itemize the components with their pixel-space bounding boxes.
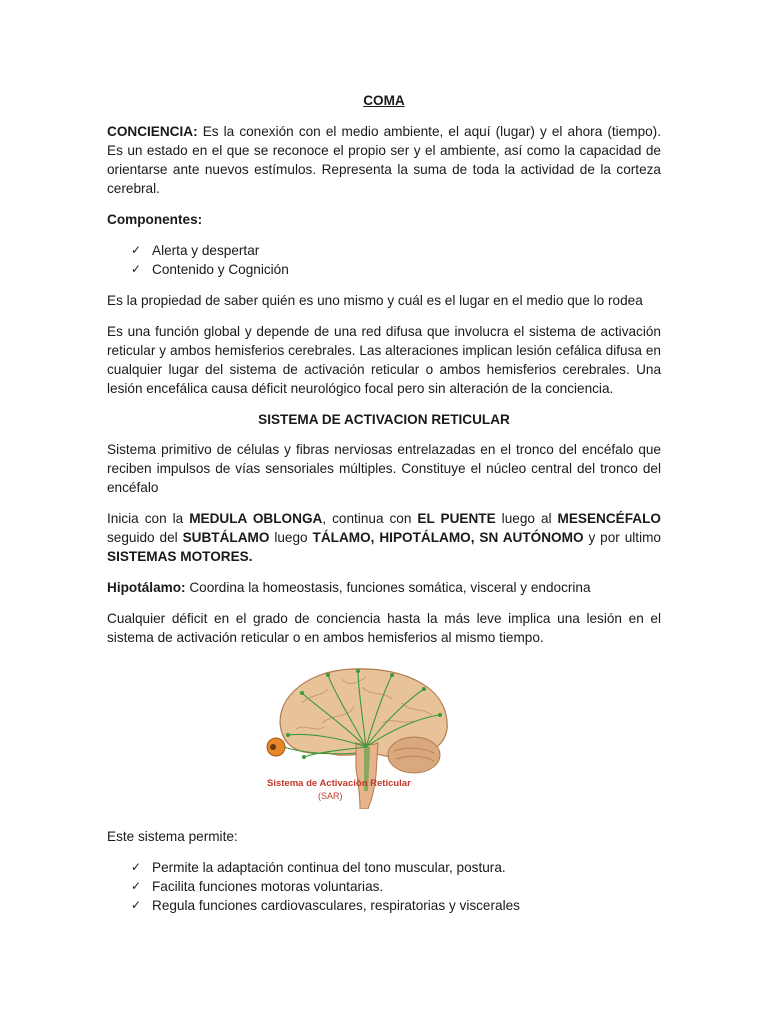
inicia-text: , continua con <box>322 511 418 526</box>
list-item-text: Alerta y despertar <box>152 243 260 258</box>
section-heading: SISTEMA DE ACTIVACION RETICULAR <box>258 412 510 427</box>
conciencia-paragraph <box>107 122 661 198</box>
inicia-bold: SUBTÁLAMO <box>182 530 270 545</box>
inicia-text: Inicia con la <box>107 511 190 526</box>
componentes-list <box>107 241 661 279</box>
propiedad-paragraph: Es la propiedad de saber quién es uno mismo y cuál es el lugar en el medio que lo rodea <box>107 293 643 308</box>
check-icon: ✓ <box>131 879 142 893</box>
funcion-paragraph: Es una función global y depende de una red difusa que involucra el sistema de activación reticular y ambos hemisferios cerebrales. Las alteraciones implican lesión cefálica difusa en cualquier lugar del sistema de activación reticular o ambos hemisferios cerebrales. Una lesión encefálica causa déficit neurológico focal pero sin alteración de la conciencia. <box>107 324 661 396</box>
list-item-text: Regula funciones cardiovasculares, respiratorias y viscerales <box>152 898 520 913</box>
inicia-text: luego <box>269 530 313 545</box>
brain-figure <box>107 663 661 809</box>
figure-caption-sub: (SAR) <box>318 791 343 801</box>
check-icon: ✓ <box>131 860 142 874</box>
document-body <box>107 91 661 927</box>
list-item-text: Contenido y Cognición <box>152 262 289 277</box>
deficit-paragraph: Cualquier déficit en el grado de conciencia hasta la más leve implica una lesión en el sistema de activación reticular o en ambos hemisferios al mismo tiempo. <box>107 611 661 645</box>
list-item <box>131 877 661 896</box>
hipotalamo-term: Hipotálamo: <box>107 580 186 595</box>
check-icon: ✓ <box>131 898 142 912</box>
figure-caption: Sistema de Activación Reticular <box>267 778 411 789</box>
inicia-bold: MESENCÉFALO <box>557 511 661 526</box>
list-item <box>131 896 661 915</box>
sistema-paragraph: Sistema primitivo de células y fibras nerviosas entrelazadas en el tronco del encéfalo que reciben impulsos de vías sensoriales múltiples. Constituye el núcleo central del tronco del encéfalo <box>107 442 661 495</box>
inicia-text: y por ultimo <box>583 530 661 545</box>
permite-list <box>107 858 661 915</box>
permite-paragraph: Este sistema permite: <box>107 829 238 844</box>
list-item <box>131 241 661 260</box>
conciencia-term: CONCIENCIA: <box>107 124 198 139</box>
list-item-text: Permite la adaptación continua del tono muscular, postura. <box>152 860 506 875</box>
list-item <box>131 858 661 877</box>
componentes-heading-text: Componentes: <box>107 212 203 227</box>
inicia-text: luego al <box>495 511 558 526</box>
check-icon: ✓ <box>131 262 142 276</box>
conciencia-definition: Es la conexión con el medio ambiente, el aquí (lugar) y el ahora (tiempo). Es un estado en el que se reconoce el propio ser y el ambiente, así como la capacidad de orientarse ante nuevos estímulos. Representa la suma de toda la actividad de la corteza cerebral. <box>107 124 661 196</box>
inicia-bold: EL PUENTE <box>417 511 496 526</box>
inicia-bold: TÁLAMO, HIPOTÁLAMO, SN AUTÓNOMO <box>312 530 584 545</box>
list-item <box>131 260 661 279</box>
list-item-text: Facilita funciones motoras voluntarias. <box>152 879 384 894</box>
componentes-heading <box>107 210 661 229</box>
page-title: COMA <box>363 93 405 108</box>
inicia-bold: SISTEMAS MOTORES. <box>107 549 253 564</box>
hipotalamo-definition: Coordina la homeostasis, funciones somática, visceral y endocrina <box>185 580 591 595</box>
hipotalamo-paragraph <box>107 578 661 597</box>
inicia-text: seguido del <box>107 530 183 545</box>
inicia-paragraph <box>107 509 661 566</box>
cerebellum-shape <box>388 737 440 773</box>
check-icon: ✓ <box>131 243 142 257</box>
inicia-bold: MEDULA OBLONGA <box>189 511 323 526</box>
